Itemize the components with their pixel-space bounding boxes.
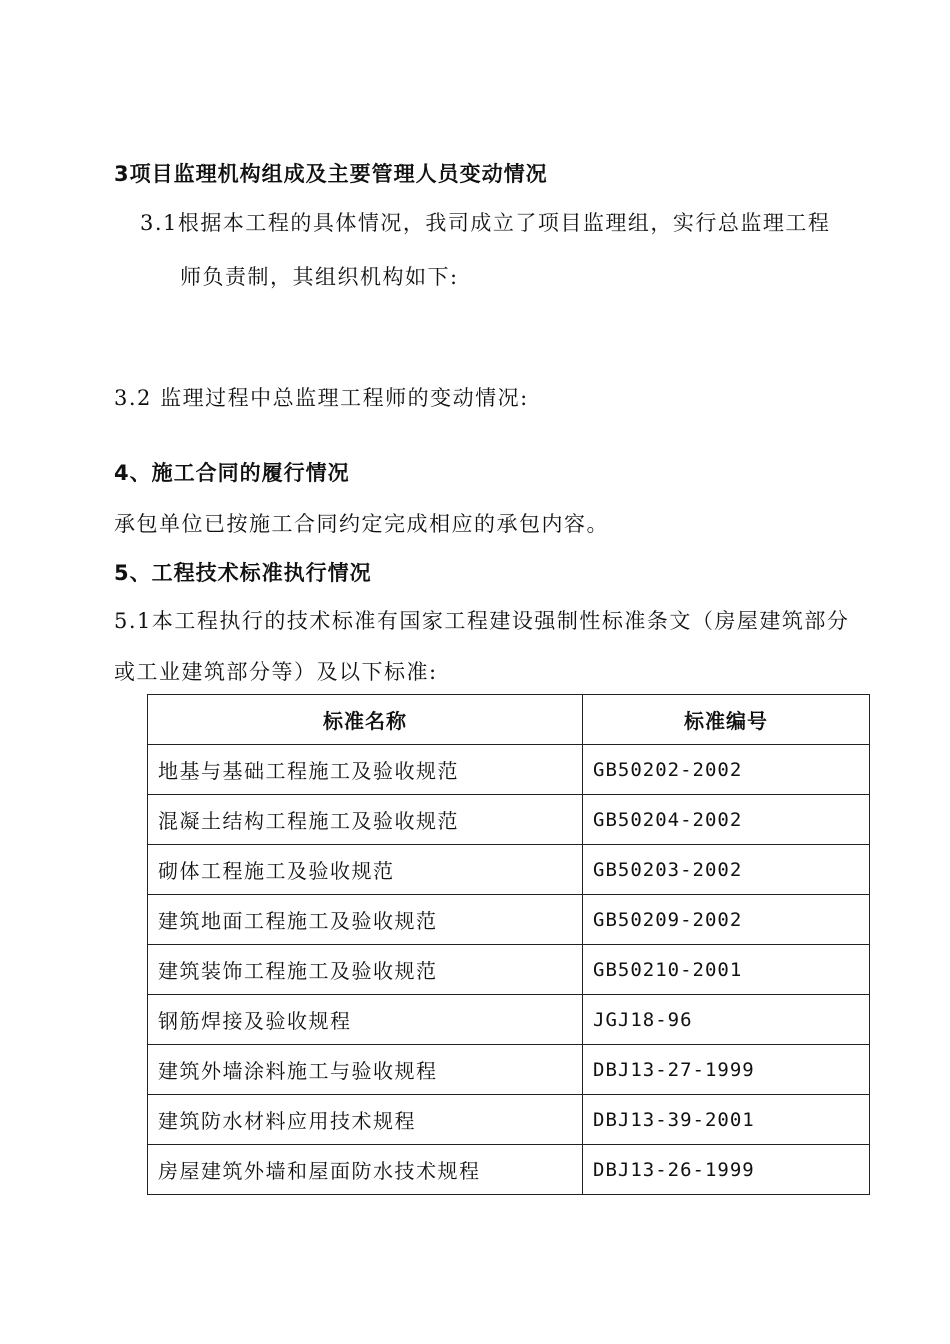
standard-name: 建筑防水材料应用技术规程 [148,1095,583,1145]
standard-code: GB50203-2002 [583,845,870,895]
header-standard-code: 标准编号 [583,695,870,745]
section3-heading: 3项目监理机构组成及主要管理人员变动情况 [114,162,548,186]
standards-table [147,694,870,1195]
table-row [148,845,870,895]
table-row [148,1095,870,1145]
standard-code: DBJ13-27-1999 [583,1045,870,1095]
standard-code: JGJ18-96 [583,995,870,1045]
table-row [148,795,870,845]
standard-name: 建筑地面工程施工及验收规范 [148,895,583,945]
section4-text: 承包单位已按施工合同约定完成相应的承包内容。 [114,512,609,536]
table-row [148,1145,870,1195]
table-row [148,1045,870,1095]
table-row [148,945,870,995]
standard-name: 建筑装饰工程施工及验收规范 [148,945,583,995]
standard-name: 房屋建筑外墙和屋面防水技术规程 [148,1145,583,1195]
table-row [148,745,870,795]
standard-name: 混凝土结构工程施工及验收规范 [148,795,583,845]
header-standard-name: 标准名称 [148,695,583,745]
standard-name: 砌体工程施工及验收规范 [148,845,583,895]
section3-item1-line2: 师负责制，其组织机构如下: [180,265,459,289]
table-header-row [148,695,870,745]
standard-code: GB50202-2002 [583,745,870,795]
section5-heading: 5、工程技术标准执行情况 [114,561,372,585]
standard-code: DBJ13-26-1999 [583,1145,870,1195]
section5-item1-line1: 5.1本工程执行的技术标准有国家工程建设强制性标准条文（房屋建筑部分 [114,609,850,633]
section3-item2: 3.2 监理过程中总监理工程师的变动情况: [114,386,529,410]
standard-code: GB50209-2002 [583,895,870,945]
standard-code: GB50204-2002 [583,795,870,845]
section5-item1-line2: 或工业建筑部分等）及以下标准: [114,660,438,684]
standard-code: GB50210-2001 [583,945,870,995]
standard-name: 建筑外墙涂料施工与验收规程 [148,1045,583,1095]
table-row [148,995,870,1045]
standard-name: 地基与基础工程施工及验收规范 [148,745,583,795]
section3-item1-line1: 3.1根据本工程的具体情况，我司成立了项目监理组，实行总监理工程 [140,211,831,235]
table-row [148,895,870,945]
standard-name: 钢筋焊接及验收规程 [148,995,583,1045]
section4-heading: 4、施工合同的履行情况 [114,461,350,485]
standard-code: DBJ13-39-2001 [583,1095,870,1145]
